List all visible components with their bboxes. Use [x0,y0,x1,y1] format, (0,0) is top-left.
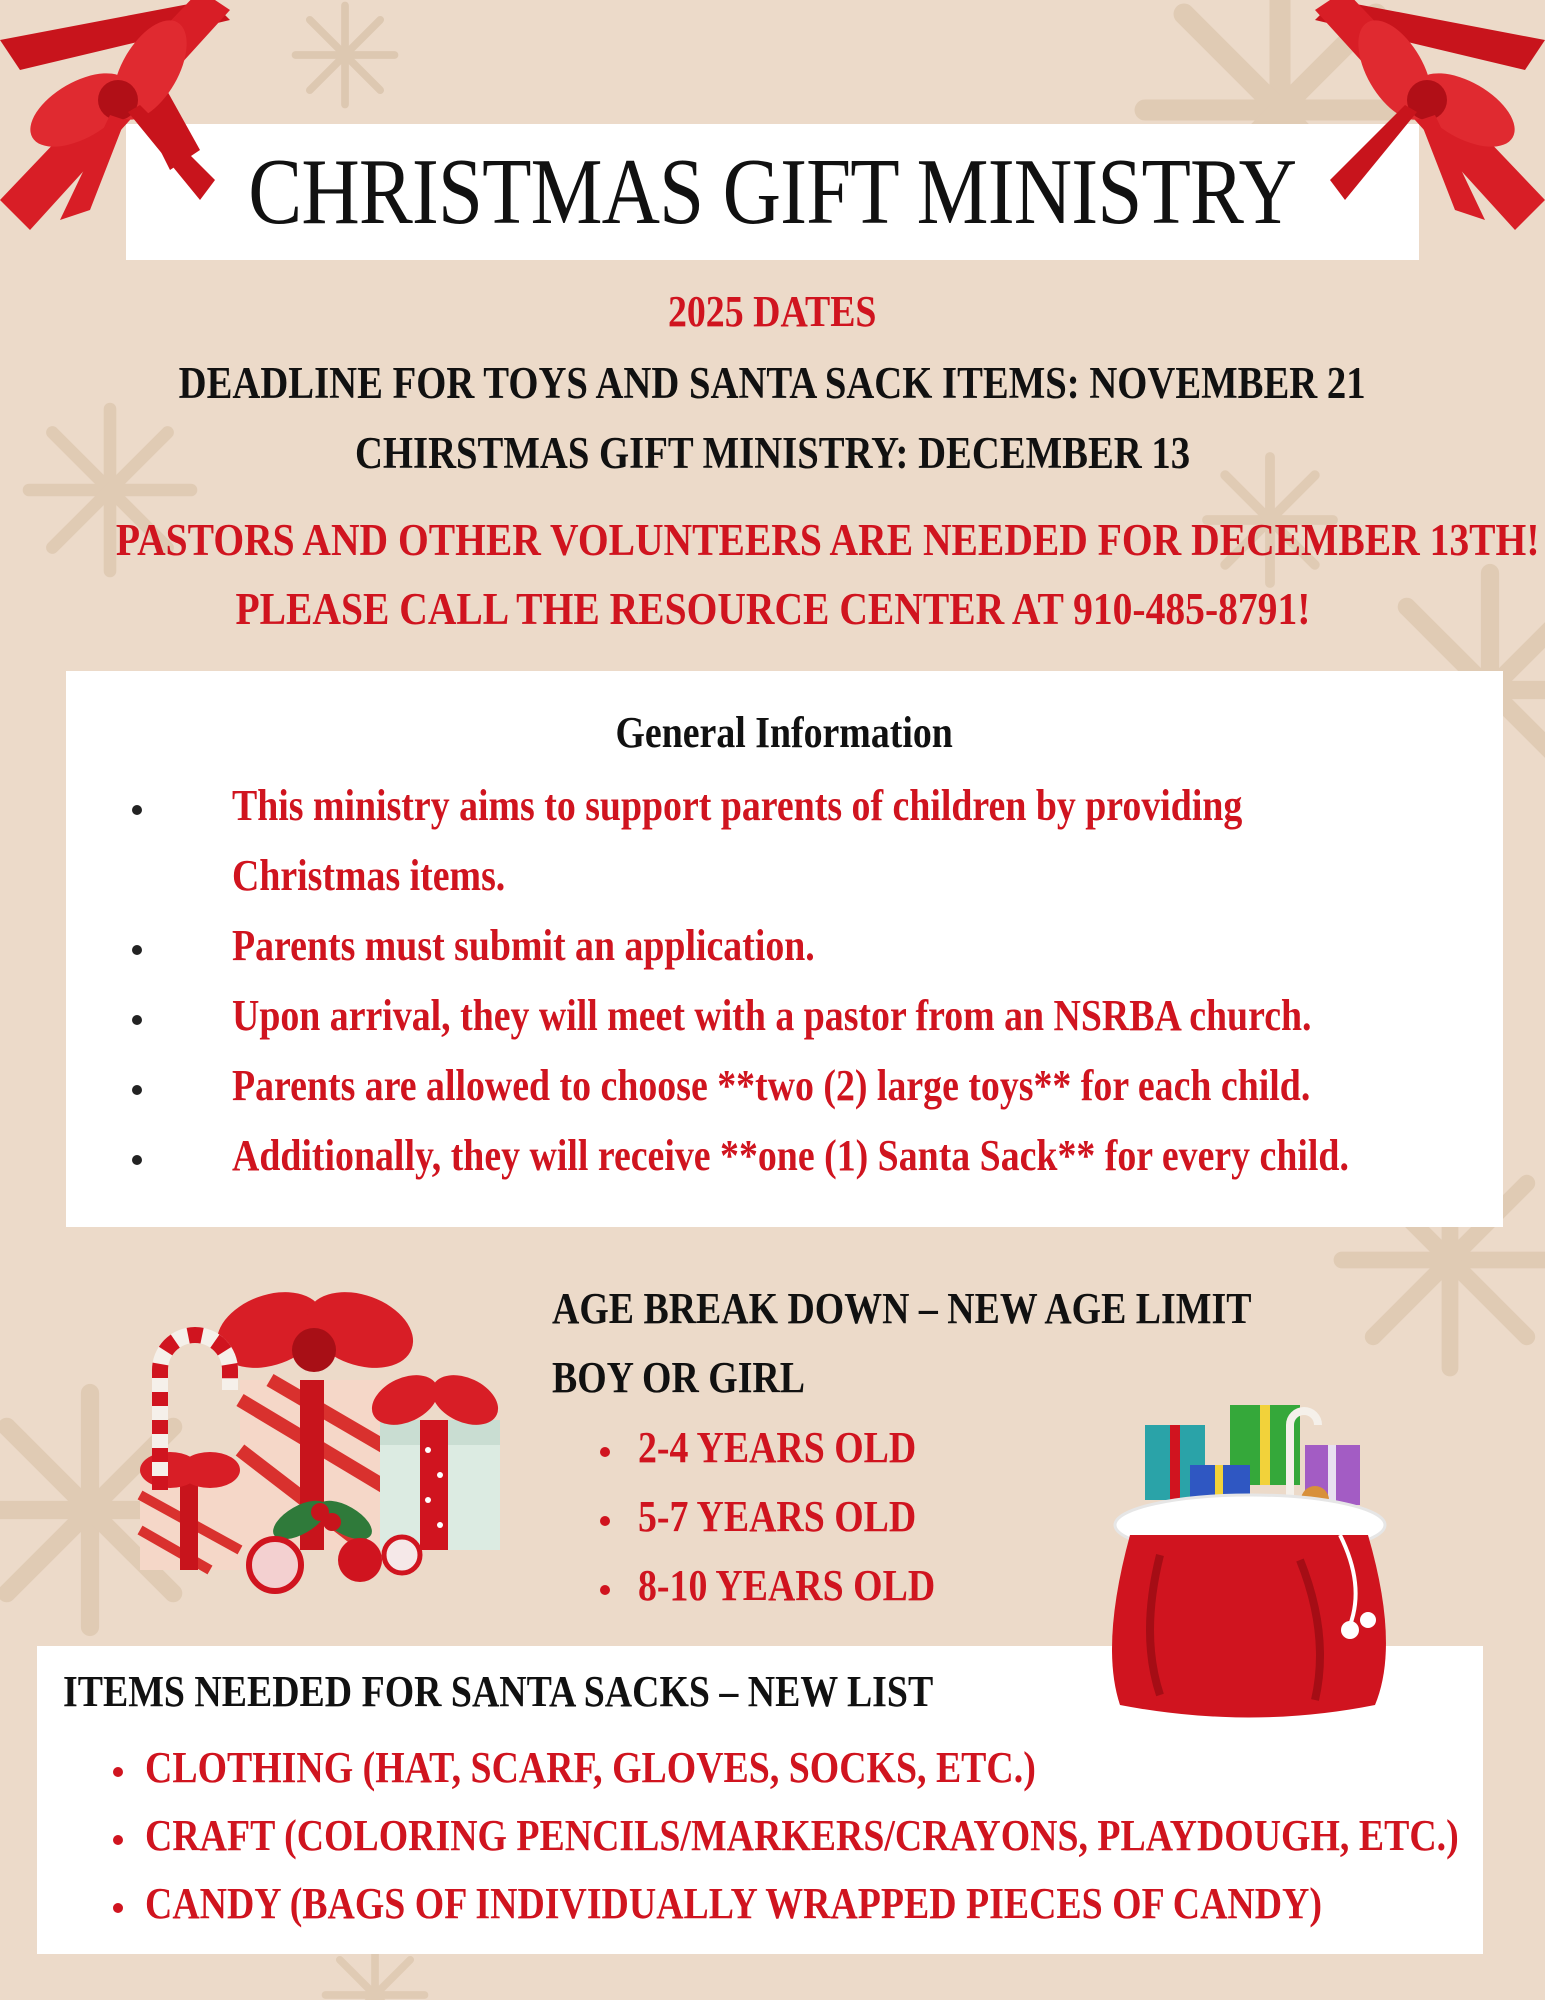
call-notice: PLEASE CALL THE RESOURCE CENTER AT 910-485-8791! [235,583,1310,634]
age-subheading: BOY OR GIRL [552,1353,806,1402]
general-info-list [132,771,1531,1191]
age-list [600,1413,984,1620]
list-item: Parents must submit an application. [132,911,1531,981]
santa-sack-heading: ITEMS NEEDED FOR SANTA SACKS – NEW LIST [63,1667,934,1716]
list-item: Additionally, they will receive **one (1) Santa Sack** for every child. [132,1121,1531,1191]
deadline-text: DEADLINE FOR TOYS AND SANTA SACK ITEMS: NOVEMBER 21 [178,358,1366,408]
dates-heading: 2025 DATES [668,287,877,336]
general-info-heading: General Information [615,708,954,757]
gift-boxes-illustration [130,1250,520,1600]
list-item: 2-4 YEARS OLD [600,1413,984,1482]
list-item: CANDY (BAGS OF INDIVIDUALLY WRAPPED PIECES OF CANDY) [113,1870,1545,1938]
santa-sack-list [113,1734,1545,1938]
page-title: CHRISTMAS GIFT MINISTRY [248,140,1297,244]
event-date-text: CHIRSTMAS GIFT MINISTRY: DECEMBER 13 [354,428,1191,478]
list-item: 5-7 YEARS OLD [600,1482,984,1551]
list-item: Parents are allowed to choose **two (2) large toys** for each child. [132,1051,1531,1121]
list-item: CLOTHING (HAT, SCARF, GLOVES, SOCKS, ETC.) [113,1734,1545,1802]
list-item: CRAFT (COLORING PENCILS/MARKERS/CRAYONS, PLAYDOUGH, ETC.) [113,1802,1545,1870]
title-panel [126,124,1419,260]
age-breakdown-heading: AGE BREAK DOWN – NEW AGE LIMIT [552,1284,1252,1333]
list-item: 8-10 YEARS OLD [600,1551,984,1620]
list-item: Upon arrival, they will meet with a pastor from an NSRBA church. [132,981,1531,1051]
snowflake-icon [290,0,400,110]
list-item: This ministry aims to support parents of children by providing [132,771,1531,841]
red-ribbon-bow-icon [1285,0,1545,250]
red-ribbon-bow-icon [0,0,260,250]
list-item: Christmas items. [232,851,506,900]
general-info-panel [66,671,1503,1227]
volunteer-notice: PASTORS AND OTHER VOLUNTEERS ARE NEEDED FOR DECEMBER 13TH! [115,514,1540,565]
santa-sack-illustration [1100,1385,1400,1725]
